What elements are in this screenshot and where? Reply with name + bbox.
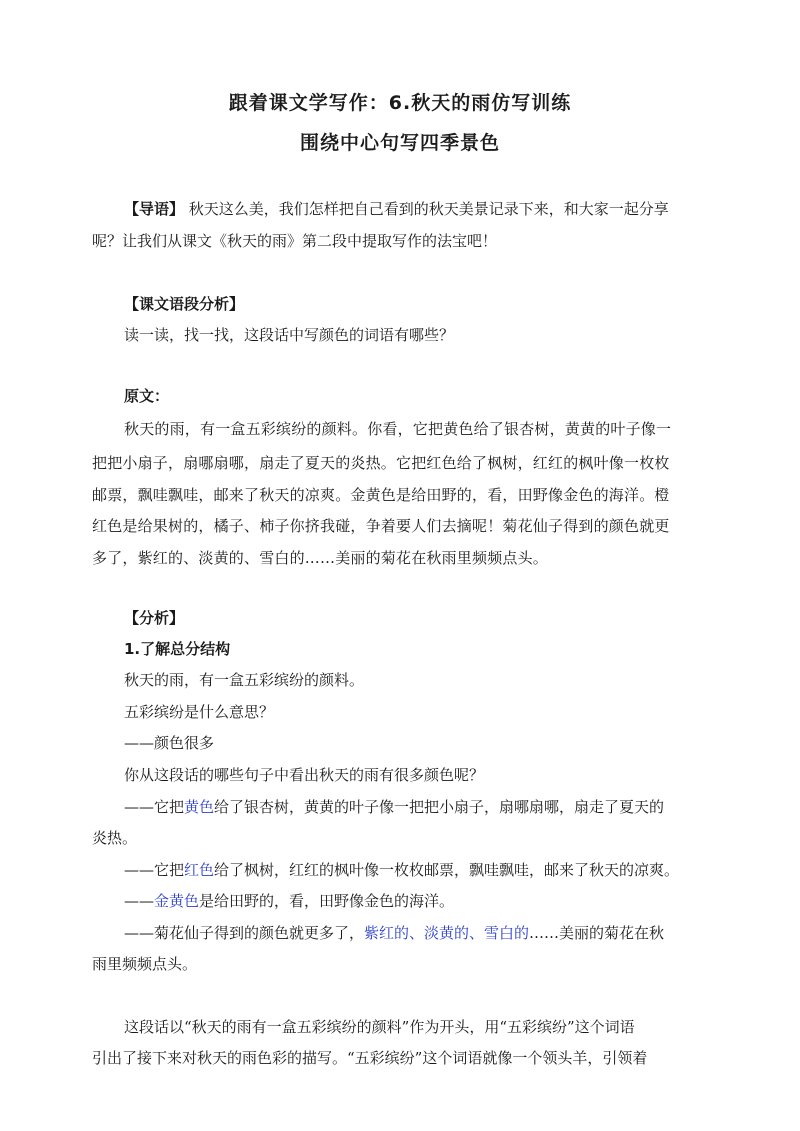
analysis-subheading: 1.了解总分结构 [124, 640, 231, 658]
intro-label: 【导语】 [124, 200, 185, 218]
answer-text: 是给田野的，看，田野像金色的海洋。 [199, 892, 455, 910]
original-line: 把把小扇子，扇哪扇哪，扇走了夏天的炎热。它把红色给了枫树，红红的枫叶像一枚枚 [92, 454, 670, 472]
answer-continuation: 雨里频频点头。 [92, 955, 198, 973]
summary-line1: 这段话以“秋天的雨有一盒五彩缤纷的颜料”作为开头，用“五彩缤纷”这个词语 [124, 1018, 635, 1036]
color-word-highlight: 金黄色 [154, 892, 200, 910]
answer-prefix: —— [124, 892, 154, 910]
answer-text: 给了银杏树，黄黄的叶子像一把把小扇子，扇哪扇哪，扇走了夏天的 [214, 798, 665, 816]
summary-line2: 引出了接下来对秋天的雨色彩的描写。“五彩缤纷”这个词语就像一个领头羊，引领着 [92, 1049, 648, 1067]
analysis-heading: 【分析】 [124, 609, 185, 627]
analysis-line: 五彩缤纷是什么意思？ [124, 703, 275, 721]
answer-continuation: 炎热。 [92, 829, 138, 847]
original-line: 邮票，飘哇飘哇，邮来了秋天的凉爽。金黄色是给田野的，看，田野像金色的海洋。橙 [92, 486, 670, 504]
intro-text-2: 呢？让我们从课文《秋天的雨》第二段中提取写作的法宝吧！ [92, 232, 498, 250]
document-title: 跟着课文学写作：6.秋天的雨仿写训练 [228, 92, 572, 114]
analysis-line: ——颜色很多 [124, 734, 215, 752]
color-word-highlight: 紫红的、淡黄的、雪白的 [364, 924, 530, 942]
color-word-highlight: 黄色 [184, 798, 215, 816]
original-line: 秋天的雨，有一盒五彩缤纷的颜料。你看，它把黄色给了银杏树，黄黄的叶子像一 [124, 420, 672, 438]
document-subtitle: 围绕中心句写四季景色 [299, 132, 500, 154]
answer-chrysanthemum [0, 922, 800, 943]
original-heading: 原文： [124, 387, 170, 405]
original-line: 红色是给果树的，橘子、柿子你挤我碰，争着要人们去摘呢！菊花仙子得到的颜色就更 [92, 517, 670, 535]
answer-text: ……美丽的菊花在秋 [529, 924, 665, 942]
analysis-line: 你从这段话的哪些句子中看出秋天的雨有很多颜色呢？ [124, 766, 485, 784]
original-line: 多了，紫红的、淡黄的、雪白的……美丽的菊花在秋雨里频频点头。 [92, 549, 549, 567]
answer-prefix: ——菊花仙子得到的颜色就更多了， [124, 924, 365, 942]
answer-prefix: ——它把 [124, 861, 185, 879]
answer-red [0, 859, 800, 880]
section-prompt: 读一读，找一找，这段话中写颜色的词语有哪些？ [124, 326, 455, 344]
answer-text: 给了枫树，红红的枫叶像一枚枚邮票，飘哇飘哇，邮来了秋天的凉爽。 [214, 861, 680, 879]
answer-yellow [0, 796, 800, 817]
analysis-line: 秋天的雨，有一盒五彩缤纷的颜料。 [124, 671, 365, 689]
intro-paragraph-line1 [0, 198, 800, 219]
intro-text-1: 秋天这么美，我们怎样把自己看到的秋天美景记录下来，和大家一起分享 [188, 200, 669, 218]
color-word-highlight: 红色 [184, 861, 215, 879]
answer-prefix: ——它把 [124, 798, 185, 816]
section-heading-analysis: 【课文语段分析】 [124, 295, 245, 313]
answer-golden [0, 890, 800, 911]
